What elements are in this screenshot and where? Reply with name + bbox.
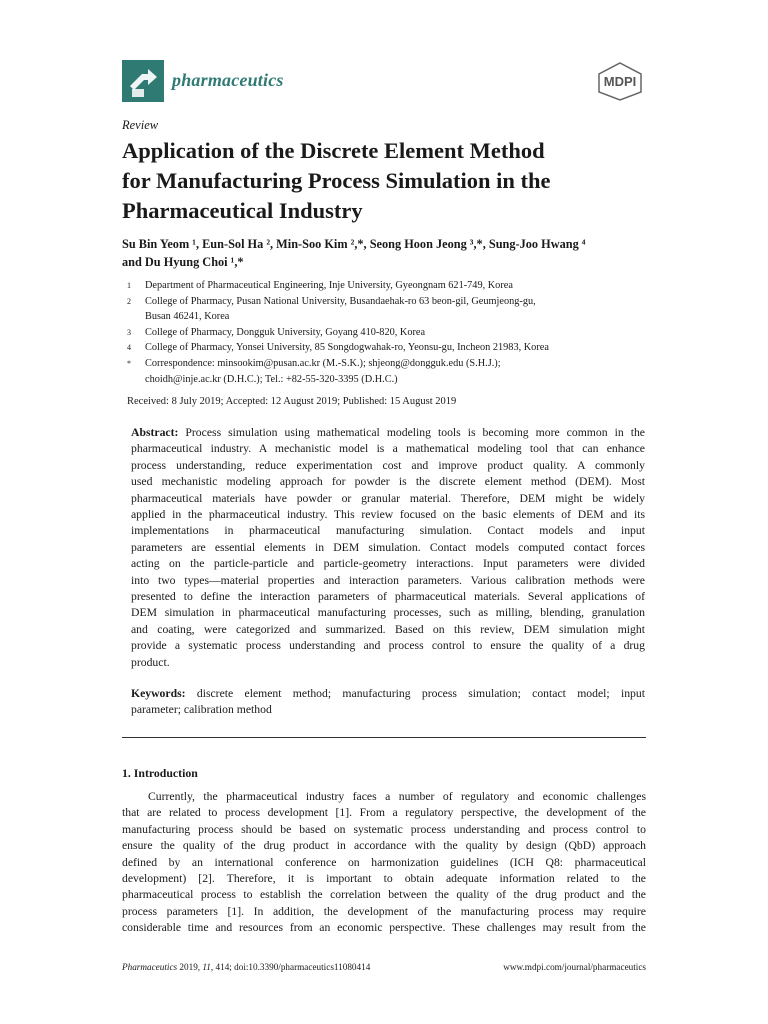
keywords-line: parameter; calibration method [131,703,272,717]
correspondence [127,356,647,387]
affiliation-text: College of Pharmacy, Dongguk University, Goyang 410-820, Korea [145,326,426,338]
body-line: manufacturing process should be based on systematic process understanding and process control to [122,822,646,836]
abstract-label: Abstract: [131,426,179,439]
svg-text:MDPI: MDPI [603,74,637,89]
body-line: defined by an international conference on harmonization guidelines (ICH Q8: pharmaceutical [122,855,646,869]
abstract-line: pharmaceutical industry. A mechanistic model is a mathematical modeling tool that can enhance [131,442,645,456]
journal-name: pharmaceutics [172,70,284,90]
body-line: process parameters [1]. In addition, the development of the manufacturing process may require [122,904,646,918]
abstract-line: implementations in pharmaceutical manufacturing simulation. Contact models and input [131,524,645,538]
pharmaceutics-logo-icon [122,60,164,102]
title-line: Pharmaceutical Industry [122,198,363,223]
body-line: development) [2]. Therefore, it is important to obtain adequate information related to the [122,872,646,886]
footer-journal: Pharmaceutics [122,962,178,972]
footer-doi: , 414; doi:10.3390/pharmaceutics11080414 [210,962,371,972]
affiliation-item [127,294,647,325]
section-divider [122,737,646,738]
keywords-label: Keywords: [131,687,186,700]
abstract [131,425,645,671]
introduction-body [122,789,646,937]
affiliation-mark: 2 [127,296,131,306]
affiliation-mark: * [127,358,131,368]
affiliation-mark: 4 [127,343,131,353]
abstract-line: Abstract: Process simulation using mathematical modeling tools is becoming more common in the [131,426,645,439]
body-line: pharmaceutical process to establish the correlation between the quality of the drug product and the [122,888,646,902]
affiliation-item [127,325,647,341]
abstract-line: DEM simulation in pharmaceutical manufacturing processes, such as milling, blending, granulation [131,606,645,620]
title-line: for Manufacturing Process Simulation in the [122,168,551,193]
affiliation-text: College of Pharmacy, Yonsei University, 85 Songdogwahak-ro, Yeonsu-gu, Incheon 21983, Korea [145,342,549,354]
abstract-line: applied in the pharmaceutical industry. This review focused on the basic elements of DEM and its [131,508,645,522]
abstract-line: parameters are essential elements in DEM simulation. Contact models computed contact forces [131,540,645,554]
abstract-line: used mechanistic modeling approach for powder is the discrete element method (DEM). Most [131,475,645,489]
affiliation-text: College of Pharmacy, Pusan National University, Busandaehak-ro 63 beon-gil, Geumjeong-gu, [145,295,536,307]
body-line: Currently, the pharmaceutical industry faces a number of regulatory and economic challenges [148,790,646,803]
abstract-line: provide a systematic process understanding and process control to ensure the quality of a drug [131,639,645,653]
author-line: Su Bin Yeom ¹, Eun-Sol Ha ², Min-Soo Kim ²,*, Seong Hoon Jeong ³,*, Sung-Joo Hwang ⁴ [122,237,586,251]
abstract-line: product. [131,655,170,669]
abstract-line: and coating, were categorized and summarized. Based on this review, DEM simulation might [131,622,645,636]
body-line: ensure the quality of the drug product in accordance with the quality by design (QbD) approach [122,839,646,853]
footer-volume: 11 [202,962,211,972]
title-line: Application of the Discrete Element Method [122,138,545,163]
affiliation-item [127,340,647,356]
footer-citation [122,962,370,972]
affiliation-text: Department of Pharmaceutical Engineering, Inje University, Gyeongnam 621-749, Korea [145,280,513,291]
article-type: Review [122,118,159,132]
body-line: that are related to process development [1]. From a regulatory perspective, the development of the [122,806,646,820]
publication-dates: Received: 8 July 2019; Accepted: 12 August 2019; Published: 15 August 2019 [127,396,457,407]
keywords-line: Keywords: discrete element method; manufacturing process simulation; contact model; input [131,687,645,700]
affiliation-item [127,278,647,294]
correspondence-text: Correspondence: minsookim@pusan.ac.kr (M.-S.K.); shjeong@dongguk.edu (S.H.J.); [145,357,501,369]
body-line: considerable time and resources from an economic perspective. These challenges may result from the [122,921,646,935]
keywords [131,686,645,719]
author-list [122,235,662,271]
abstract-line: presented to define the interaction parameters of pharmaceutical materials. Several applications of [131,590,645,604]
article-title [122,136,642,226]
author-line: and Du Hyung Choi ¹,* [122,255,244,269]
footer-year: 2019, [177,962,203,972]
abstract-line: pharmaceutical materials have powder or granular material. Therefore, DEM might be widely [131,491,645,505]
affiliation-mark: 3 [127,327,131,337]
footer-url: www.mdpi.com/journal/pharmaceutics [503,962,646,972]
affiliations [127,278,647,387]
correspondence-text: choidh@inje.ac.kr (D.H.C.); Tel.: +82-55-320-3395 (D.H.C.) [145,373,398,385]
abstract-line: process understanding, reduce experimentation cost and improve product quality. A commonly [131,458,645,472]
abstract-line: acting on the particle-particle and particle-geometry interactions. Input parameters were divided [131,557,645,571]
affiliation-mark: 1 [127,281,131,290]
mdpi-logo-icon [594,61,646,101]
section-heading: 1. Introduction [122,766,198,780]
abstract-line: into two types—material properties and interaction parameters. Various calibration methods were [131,573,645,587]
affiliation-text: Busan 46241, Korea [145,311,230,323]
